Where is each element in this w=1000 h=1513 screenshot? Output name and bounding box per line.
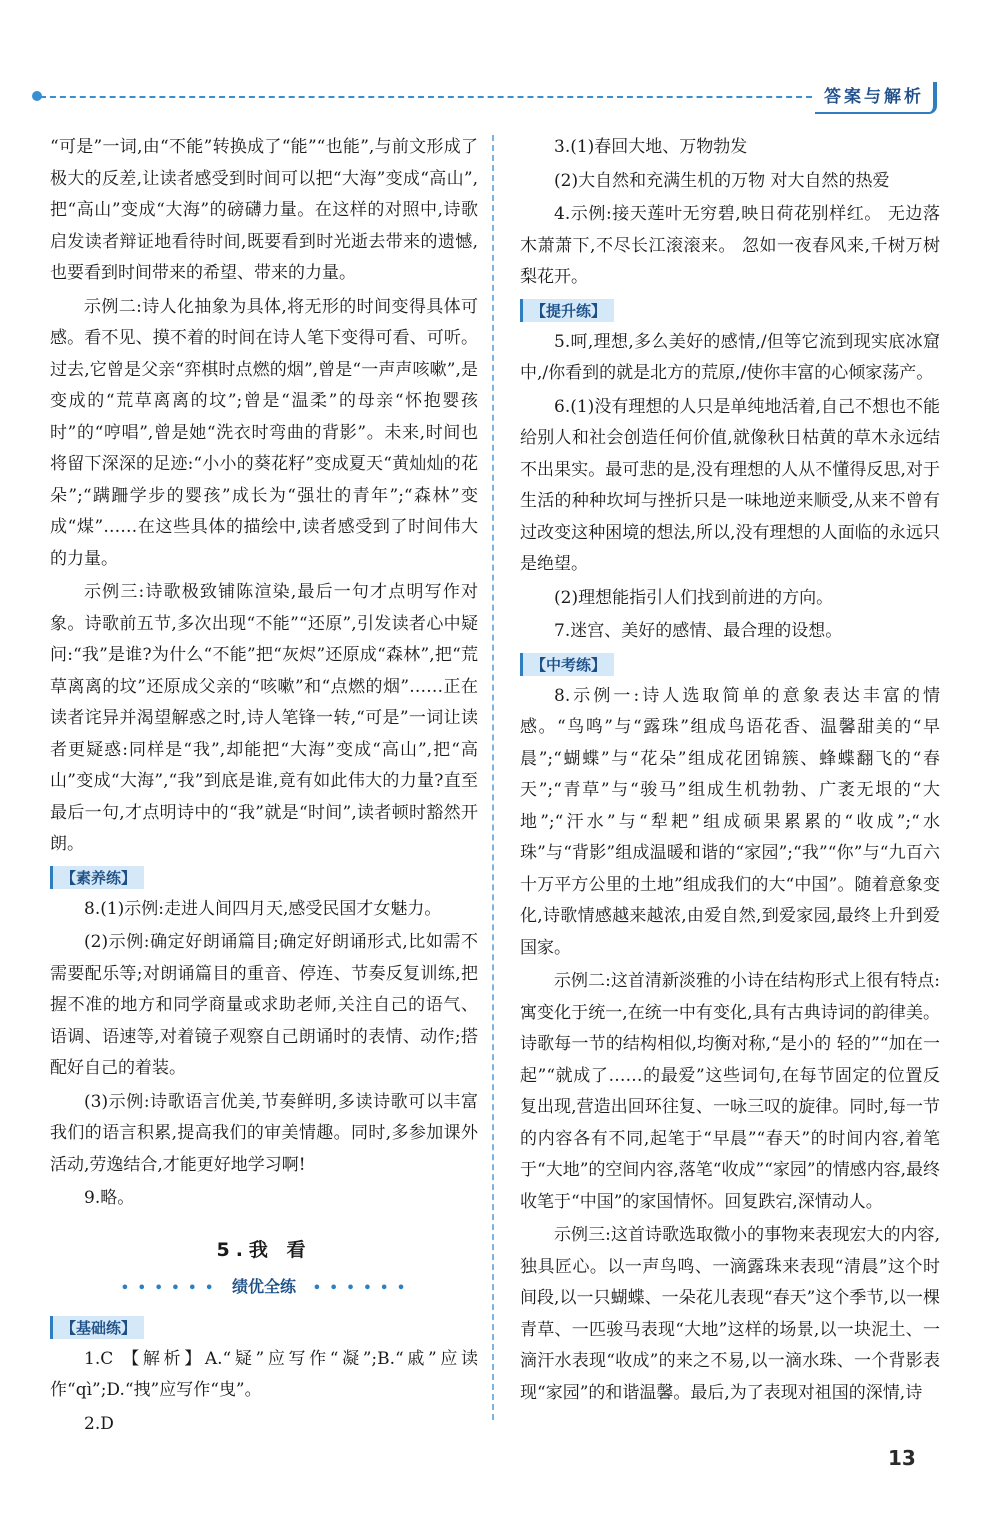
paragraph: 示例二:诗人化抽象为具体,将无形的时间变得具体可感。看不见、摸不着的时间在诗人笔下变得可看、可听。过去,它曾是父亲“弈棋时点燃的烟”,曾是“一声声咳嗽”,是变成的“荒草离离的坟”;曾是“温柔”的母亲“怀抱婴孩时”的“哼唱”,曾是她“洗衣时弯曲的背影”。未来,时间也将留下深深的足迹:“小小的葵花籽”变成夏天“黄灿灿的花朵”;“蹒跚学步的婴孩”成长为“强壮的青年”;“森林”变成“煤”……在这些具体的描绘中,读者感受到了时间伟大的力量。	[50, 296, 478, 569]
header-tag: 答案与解析	[815, 82, 937, 114]
section-tag-jichu: 【基础练】	[50, 1316, 144, 1339]
answer-item: 6.(1)没有理想的人只是单纯地活着,自己不想也不能给别人和社会创造任何价值,就像秋日枯黄的草木永远结不出果实。最可悲的是,没有理想的人从不懂得反思,对于生活的种种坎坷与挫折只是一味地逆来顺受,从来不曾有过改变这种困境的想法,所以,没有理想的人面临的永远只是绝望。	[520, 396, 940, 574]
banner-dots-right: • • • • • •	[312, 1280, 408, 1296]
answer-item: (2)大自然和充满生机的万物 对大自然的热爱	[554, 170, 890, 191]
answer-item: 示例二:这首清新淡雅的小诗在结构形式上很有特点:寓变化于统一,在统一中有变化,具有古典诗词的韵律美。诗歌每一节的结构相似,均衡对称,“是小的 轻的”“加在一起”“就成了……的最爱”这些词句,在每节固定的位置反复出现,营造出回环往复、一咏三叹的旋律。同时,每一节的内容各有不同,起笔于“早晨”“春天”的时间内容,着笔于“大地”的空间内容,落笔“收成”“家园”的情感内容,最终收笔于“中国”的家国情怀。回复跌宕,深情动人。	[520, 971, 940, 1212]
section-tag-tisheng: 【提升练】	[520, 299, 614, 322]
header-rule	[40, 96, 812, 98]
answer-item: 8.(1)示例:走进人间四月天,感受民国才女魅力。	[84, 898, 442, 919]
answer-item: 5.呵,理想,多么美好的感情,/但等它流到现实底冰窟中,/你看到的就是北方的荒原,/使你丰富的心倾家荡产。	[520, 331, 940, 383]
banner-dots-left: • • • • • •	[120, 1280, 216, 1296]
answer-item: 1.C 【解析】A.“疑”应写作“凝”;B.“戚”应读作“qì”;D.“拽”应写作“曳”。	[50, 1348, 478, 1400]
page-number: 13	[888, 1446, 916, 1470]
lesson-title: 5.我 看	[216, 1238, 312, 1261]
answer-item: (2)理想能指引人们找到前进的方向。	[554, 587, 834, 608]
answer-item: 8.示例一:诗人选取简单的意象表达丰富的情感。“鸟鸣”与“露珠”组成鸟语花香、温馨甜美的“早晨”;“蝴蝶”与“花朵”组成花团锦簇、蜂蝶翻飞的“春天”;“青草”与“骏马”组成生机勃勃、广袤无垠的“大地”;“汗水”与“犁耙”组成硕果累累的“收成”;“水珠”与“背影”组成温暖和谐的“家园”;“我”“你”与“九百六十万平方公里的土地”组成我们的大“中国”。随着意象变化,诗歌情感越来越浓,由爱自然,到爱家园,最终上升到爱国家。	[520, 685, 940, 958]
section-tag-zhongkao: 【中考练】	[520, 653, 614, 676]
answer-item: 3.(1)春回大地、万物勃发	[554, 137, 748, 157]
answer-item: 7.迷宫、美好的感情、最合理的设想。	[554, 621, 843, 641]
answer-item: 2.D	[84, 1413, 114, 1434]
answer-item: (2)示例:确定好朗诵篇目;确定好朗诵形式,比如需不需要配乐等;对朗诵篇目的重音、停连、节奏反复训练,把握不准的地方和同学商量或求助老师,关注自己的语气、语调、语速等,对着镜子观察自己朗诵时的表情、动作;搭配好自己的着装。	[50, 932, 478, 1078]
banner-text: 绩优全练	[231, 1276, 296, 1296]
column-divider	[492, 135, 494, 1420]
answer-item: 9.略。	[84, 1188, 135, 1208]
right-column	[520, 132, 940, 1411]
section-banner	[50, 1274, 478, 1297]
left-column	[50, 132, 478, 1442]
answer-item: 4.示例:接天莲叶无穷碧,映日荷花别样红。 无边落木萧萧下,不尽长江滚滚来。 忽如一夜春风来,千树万树梨花开。	[520, 204, 940, 287]
paragraph: “可是”一词,由“不能”转换成了“能”“也能”,与前文形成了极大的反差,让读者感受到时间可以把“大海”变成“高山”,把“高山”变成“大海”的磅礴力量。在这样的对照中,诗歌启发读者辩证地看待时间,既要看到时光逝去带来的遗憾,也要看到时间带来的希望、带来的力量。	[50, 137, 478, 283]
section-tag-suyang: 【素养练】	[50, 866, 144, 889]
paragraph: 示例三:诗歌极致铺陈渲染,最后一句才点明写作对象。诗歌前五节,多次出现“不能”“还原”,引发读者心中疑问:“我”是谁?为什么“不能”把“灰烬”还原成“森林”,把“荒草离离的坟”还原成父亲的“咳嗽”和“点燃的烟”……正在读者诧异并渴望解惑之时,诗人笔锋一转,“可是”一词让读者更疑惑:同样是“我”,却能把“大海”变成“高山”,把“高山”变成“大海”,“我”到底是谁,竟有如此伟大的力量?直至最后一句,才点明诗中的“我”就是“时间”,读者顿时豁然开朗。	[50, 582, 478, 854]
answer-item: 示例三:这首诗歌选取微小的事物来表现宏大的内容,独具匠心。以一声鸟鸣、一滴露珠来表现“清晨”这个时间段,以一只蝴蝶、一朵花儿表现“春天”这个季节,以一棵青草、一匹骏马表现“大地”这样的场景,以一块泥土、一滴汗水表现“收成”的来之不易,以一滴水珠、一个背影表现“家园”的和谐温馨。最后,为了表现对祖国的深情,诗	[520, 1225, 940, 1403]
answer-item: (3)示例:诗歌语言优美,节奏鲜明,多读诗歌可以丰富我们的语言积累,提高我们的审美情趣。同时,多参加课外活动,劳逸结合,才能更好地学习啊!	[50, 1091, 478, 1175]
